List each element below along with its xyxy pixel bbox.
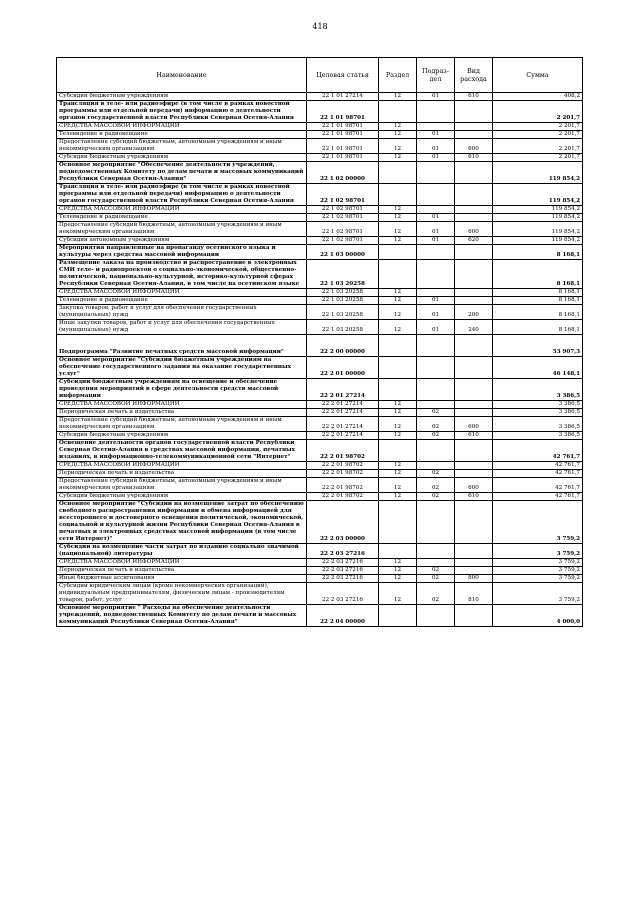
table-row: [57, 440, 583, 462]
row-subsection: [417, 289, 455, 297]
row-sum: 8 168,1: [493, 245, 583, 260]
row-sum: 2 201,7: [493, 123, 583, 131]
row-expense-type: [455, 131, 493, 139]
row-code: 22 2 01 98702: [307, 478, 379, 493]
row-name: Субсидии бюджетным учреждениям: [57, 154, 307, 162]
row-sum: 119 854,2: [493, 214, 583, 222]
row-expense-type: [455, 559, 493, 567]
table-row: [57, 245, 583, 260]
row-code: 22 1 03 20258: [307, 289, 379, 297]
row-section: [379, 440, 417, 462]
row-name: Основное мероприятие "Субсидии на возмещение затрат по обеспечению свободного распространения информации и обмена информацией для всестороннего и достоверного освещения политической, экономической, социальной и культурной жизни Республики Северная Осетия-Алания в печатных и электронных средствах массовой информации (в том числе сети Интернет)": [57, 501, 307, 544]
row-sum: 8 168,1: [493, 320, 583, 335]
row-expense-type: [455, 214, 493, 222]
row-subsection: [417, 544, 455, 559]
table-row: [57, 162, 583, 184]
row-name: СРЕДСТВА МАССОВОЙ ИНФОРМАЦИИ: [57, 462, 307, 470]
row-code: 22 1 02 98701: [307, 222, 379, 237]
table-row: [57, 289, 583, 297]
header-sum: Сумма: [493, 58, 583, 93]
row-section: [379, 245, 417, 260]
row-code: 22 1 01 98701: [307, 101, 379, 123]
row-section: 12: [379, 583, 417, 605]
row-section: [379, 379, 417, 401]
table-row: [57, 123, 583, 131]
row-subsection: 02: [417, 409, 455, 417]
row-code: 22 2 01 00000: [307, 357, 379, 379]
row-name: Закупка товаров, работ и услуг для обеспечения государственных (муниципальных) нужд: [57, 305, 307, 320]
table-row: [57, 409, 583, 417]
table-row: [57, 379, 583, 401]
header-code: Целовая статья: [307, 58, 379, 93]
row-sum: 53 907,3: [493, 335, 583, 357]
header-name: Наименование: [57, 58, 307, 93]
row-name: Основное мероприятие " Расходы на обеспечение деятельности учреждений, подведомственных Комитету по делам печати и массовых коммуникаций Республики Северная Осетия-Алания": [57, 605, 307, 627]
row-sum: 42 761,7: [493, 493, 583, 501]
row-name: Предоставление субсидий бюджетным, автономным учреждениям и иным некоммерческим организациям: [57, 478, 307, 493]
table-row: [57, 237, 583, 245]
header-expense-type: Вид расхода: [455, 58, 493, 93]
row-code: 22 2 01 98702: [307, 462, 379, 470]
row-code: 22 1 02 98701: [307, 184, 379, 206]
row-sum: 3 759,2: [493, 567, 583, 575]
row-expense-type: 610: [455, 93, 493, 101]
row-expense-type: [455, 401, 493, 409]
row-expense-type: [455, 379, 493, 401]
row-subsection: [417, 206, 455, 214]
row-section: [379, 335, 417, 357]
row-sum: 42 761,7: [493, 478, 583, 493]
row-name: Телевидение и радиовещание: [57, 131, 307, 139]
row-expense-type: [455, 123, 493, 131]
row-subsection: 01: [417, 320, 455, 335]
row-section: 12: [379, 222, 417, 237]
row-subsection: 01: [417, 131, 455, 139]
table-row: [57, 493, 583, 501]
row-sum: 2 201,7: [493, 131, 583, 139]
row-code: 22 2 00 00000: [307, 335, 379, 357]
header-subsection: Подраз-дел: [417, 58, 455, 93]
row-name: Основное мероприятие "Обеспечение деятельности учреждений, подведомственных Комитету по делам печати и массовых коммуникаций Республики Северная Осетия-Алания": [57, 162, 307, 184]
row-sum: 3 759,2: [493, 575, 583, 583]
row-subsection: [417, 462, 455, 470]
row-sum: 3 386,5: [493, 417, 583, 432]
row-code: 22 2 03 27216: [307, 575, 379, 583]
row-code: 22 2 03 27216: [307, 567, 379, 575]
row-expense-type: [455, 440, 493, 462]
row-subsection: [417, 605, 455, 627]
row-code: 22 1 02 98701: [307, 206, 379, 214]
table-row: [57, 501, 583, 544]
row-sum: 3 386,5: [493, 401, 583, 409]
row-sum: 4 000,0: [493, 605, 583, 627]
row-expense-type: 620: [455, 237, 493, 245]
row-expense-type: [455, 297, 493, 305]
row-code: 22 1 02 98701: [307, 214, 379, 222]
row-code: 22 1 01 98701: [307, 139, 379, 154]
row-code: 22 2 01 98702: [307, 493, 379, 501]
row-expense-type: 600: [455, 222, 493, 237]
table-row: [57, 357, 583, 379]
row-expense-type: 200: [455, 305, 493, 320]
row-code: 22 1 03 00000: [307, 245, 379, 260]
row-sum: 8 168,1: [493, 289, 583, 297]
row-code: 22 1 01 27214: [307, 93, 379, 101]
row-name: СРЕДСТВА МАССОВОЙ ИНФОРМАЦИИ: [57, 123, 307, 131]
row-expense-type: [455, 470, 493, 478]
row-subsection: 01: [417, 222, 455, 237]
row-sum: 3 759,2: [493, 583, 583, 605]
row-name: Субсидии бюджетным учреждениям на освещение и обеспечение проведения мероприятий в сфере деятельности средств массовой информации: [57, 379, 307, 401]
row-name: Периодическая печать и издательства: [57, 409, 307, 417]
row-expense-type: 610: [455, 154, 493, 162]
row-name: Периодическая печать и издательства: [57, 567, 307, 575]
row-subsection: [417, 559, 455, 567]
row-sum: 42 761,7: [493, 462, 583, 470]
table-row: [57, 432, 583, 440]
table-row: [57, 93, 583, 101]
row-expense-type: 240: [455, 320, 493, 335]
row-sum: 46 148,1: [493, 357, 583, 379]
row-subsection: [417, 501, 455, 544]
row-subsection: 02: [417, 478, 455, 493]
row-name: Субсидии автономным учреждениям: [57, 237, 307, 245]
row-subsection: 02: [417, 417, 455, 432]
row-subsection: [417, 440, 455, 462]
row-section: 12: [379, 139, 417, 154]
row-section: [379, 184, 417, 206]
row-subsection: [417, 357, 455, 379]
row-subsection: [417, 184, 455, 206]
row-section: [379, 101, 417, 123]
row-subsection: 02: [417, 493, 455, 501]
row-code: 22 2 01 27214: [307, 379, 379, 401]
row-expense-type: [455, 409, 493, 417]
table-row: [57, 417, 583, 432]
row-expense-type: [455, 605, 493, 627]
row-name: Освещение деятельности органов государственной власти Республики Северная Осетия-Алания в средствах массовой информации, печатных изданиях, в информационно-телекоммуникационной сети "Интернет": [57, 440, 307, 462]
row-section: 12: [379, 575, 417, 583]
table-row: [57, 305, 583, 320]
row-section: 12: [379, 214, 417, 222]
row-expense-type: [455, 462, 493, 470]
table-row: [57, 139, 583, 154]
row-section: 12: [379, 462, 417, 470]
row-section: 12: [379, 93, 417, 101]
row-expense-type: [455, 357, 493, 379]
row-expense-type: [455, 260, 493, 289]
row-sum: 119 854,2: [493, 222, 583, 237]
row-name: СРЕДСТВА МАССОВОЙ ИНФОРМАЦИИ: [57, 206, 307, 214]
table-row: [57, 131, 583, 139]
row-sum: 3 759,2: [493, 544, 583, 559]
row-name: Трансляция в теле- или радиоэфире (в том числе в рамках новостной программы или отдельной передачи) информацию о деятельности органов государственной власти Республики Северная Осетия-Алания: [57, 101, 307, 123]
row-subsection: [417, 260, 455, 289]
row-name: СРЕДСТВА МАССОВОЙ ИНФОРМАЦИИ: [57, 559, 307, 567]
row-name: Предоставление субсидий бюджетным, автономным учреждениям и иным некоммерческим организациям: [57, 222, 307, 237]
row-section: 12: [379, 131, 417, 139]
row-section: [379, 544, 417, 559]
row-expense-type: 800: [455, 575, 493, 583]
row-subsection: [417, 101, 455, 123]
row-sum: 408,2: [493, 93, 583, 101]
table-row: [57, 101, 583, 123]
row-subsection: 01: [417, 237, 455, 245]
row-code: 22 2 01 27214: [307, 409, 379, 417]
row-code: 22 1 01 98701: [307, 123, 379, 131]
row-expense-type: [455, 335, 493, 357]
row-expense-type: [455, 101, 493, 123]
row-subsection: [417, 245, 455, 260]
row-sum: 8 168,1: [493, 305, 583, 320]
row-subsection: [417, 123, 455, 131]
row-subsection: 01: [417, 305, 455, 320]
row-expense-type: [455, 245, 493, 260]
row-section: 12: [379, 297, 417, 305]
table-row: [57, 559, 583, 567]
row-code: 22 1 03 20258: [307, 320, 379, 335]
row-subsection: 02: [417, 470, 455, 478]
row-sum: 119 854,2: [493, 206, 583, 214]
row-name: Субсидии бюджетным учреждениям: [57, 93, 307, 101]
row-section: 12: [379, 470, 417, 478]
row-name: Периодическая печать и издательства: [57, 470, 307, 478]
row-section: 12: [379, 417, 417, 432]
header-section: Раздел: [379, 58, 417, 93]
row-sum: 8 168,1: [493, 260, 583, 289]
row-sum: 3 759,2: [493, 501, 583, 544]
row-subsection: 01: [417, 139, 455, 154]
row-name: Подпрограмма "Развитие печатных средств массовой информации": [57, 335, 307, 357]
row-name: Телевидение и радиовещание: [57, 297, 307, 305]
row-subsection: 01: [417, 214, 455, 222]
table-row: [57, 297, 583, 305]
row-name: СРЕДСТВА МАССОВОЙ ИНФОРМАЦИИ: [57, 289, 307, 297]
row-sum: 2 201,7: [493, 101, 583, 123]
row-code: 22 2 03 27216: [307, 559, 379, 567]
row-expense-type: 610: [455, 493, 493, 501]
row-name: Размещение заказа на производство и распространение в электронных СМИ теле- и радиопроектов о социально-экономической, общественно-политической, национально-культурной, историко-культурной сферах Республики Северная Осетия-Алания, в том числе на осетинском языке: [57, 260, 307, 289]
row-section: [379, 260, 417, 289]
row-code: 22 1 02 00000: [307, 162, 379, 184]
row-sum: 119 854,2: [493, 184, 583, 206]
row-section: 12: [379, 154, 417, 162]
table-row: [57, 320, 583, 335]
row-section: 12: [379, 478, 417, 493]
row-subsection: 01: [417, 93, 455, 101]
row-expense-type: 600: [455, 139, 493, 154]
row-subsection: 01: [417, 154, 455, 162]
row-section: 12: [379, 305, 417, 320]
row-expense-type: [455, 162, 493, 184]
row-code: 22 2 01 27214: [307, 432, 379, 440]
row-name: Предоставление субсидий бюджетным, автономным учреждениям и иным некоммерческим организациям: [57, 417, 307, 432]
row-expense-type: [455, 289, 493, 297]
row-sum: 8 168,1: [493, 297, 583, 305]
row-expense-type: [455, 184, 493, 206]
table-row: [57, 567, 583, 575]
row-code: 22 1 03 20258: [307, 297, 379, 305]
row-section: 12: [379, 237, 417, 245]
table-row: [57, 260, 583, 289]
row-code: 22 2 01 98702: [307, 470, 379, 478]
row-sum: 119 854,2: [493, 162, 583, 184]
table-row: [57, 462, 583, 470]
row-name: Предоставление субсидий бюджетным, автономным учреждениям и иным некоммерческим организациям: [57, 139, 307, 154]
row-name: Мероприятия направленные на пропаганду осетинского языка и культуры через средства массовой информации: [57, 245, 307, 260]
row-name: Трансляция в теле- или радиоэфире (в том числе в рамках новостной программы или отдельной передачи) информацию о деятельности органов государственной власти Республики Северная Осетия-Алания: [57, 184, 307, 206]
row-expense-type: 600: [455, 478, 493, 493]
table-row: [57, 544, 583, 559]
row-section: 12: [379, 123, 417, 131]
row-subsection: [417, 162, 455, 184]
row-section: [379, 501, 417, 544]
row-name: Иные закупки товаров, работ и услуг для обеспечения государственных (муниципальных) нужд: [57, 320, 307, 335]
row-expense-type: [455, 206, 493, 214]
row-code: 22 1 01 98701: [307, 154, 379, 162]
table-header-row: [57, 58, 583, 93]
row-subsection: 02: [417, 432, 455, 440]
row-name: Иные бюджетные ассигнования: [57, 575, 307, 583]
table-row: [57, 206, 583, 214]
row-sum: 119 854,2: [493, 237, 583, 245]
row-section: 12: [379, 320, 417, 335]
row-section: 12: [379, 567, 417, 575]
row-sum: 3 386,5: [493, 432, 583, 440]
row-name: Субсидии на возмещение части затрат по изданию социально значимой (национальной) литературы: [57, 544, 307, 559]
row-sum: 3 386,5: [493, 409, 583, 417]
table-row: [57, 605, 583, 627]
row-subsection: 01: [417, 297, 455, 305]
table-row: [57, 154, 583, 162]
row-name: Субсидии юридическим лицам (кроме некоммерческих организаций), индивидуальным предпринимателям, физическим лицам - производителям товаров, работ, услуг: [57, 583, 307, 605]
table-row: [57, 478, 583, 493]
row-expense-type: 600: [455, 417, 493, 432]
row-section: [379, 605, 417, 627]
row-code: 22 2 03 27216: [307, 544, 379, 559]
row-sum: 2 201,7: [493, 139, 583, 154]
row-name: Субсидии бюджетным учреждениям: [57, 493, 307, 501]
row-name: Телевидение и радиовещание: [57, 214, 307, 222]
row-sum: 42 761,7: [493, 440, 583, 462]
row-sum: 2 201,7: [493, 154, 583, 162]
row-expense-type: [455, 544, 493, 559]
row-sum: 3 759,2: [493, 559, 583, 567]
row-code: 22 2 03 00000: [307, 501, 379, 544]
row-name: Основное мероприятие "Субсидии бюджетным учреждениям на обеспечение государственного задания на оказание государственных услуг": [57, 357, 307, 379]
row-section: 12: [379, 289, 417, 297]
row-section: 12: [379, 559, 417, 567]
row-subsection: 02: [417, 575, 455, 583]
row-code: 22 2 03 27216: [307, 583, 379, 605]
page-number: 418: [312, 22, 328, 31]
row-code: 22 1 03 20258: [307, 305, 379, 320]
row-code: 22 2 01 27214: [307, 417, 379, 432]
table-row: [57, 214, 583, 222]
row-section: 12: [379, 432, 417, 440]
row-subsection: [417, 335, 455, 357]
table-row: [57, 184, 583, 206]
table-row: [57, 335, 583, 357]
row-section: 12: [379, 409, 417, 417]
row-subsection: [417, 379, 455, 401]
table-row: [57, 401, 583, 409]
row-code: 22 2 01 27214: [307, 401, 379, 409]
row-section: 12: [379, 493, 417, 501]
row-section: [379, 357, 417, 379]
row-expense-type: [455, 567, 493, 575]
row-section: 12: [379, 206, 417, 214]
table-row: [57, 575, 583, 583]
budget-table: [56, 57, 583, 627]
table-row: [57, 470, 583, 478]
table-row: [57, 222, 583, 237]
row-code: 22 1 02 98701: [307, 237, 379, 245]
row-code: 22 1 01 98701: [307, 131, 379, 139]
row-code: 22 2 01 98702: [307, 440, 379, 462]
row-sum: 3 386,5: [493, 379, 583, 401]
row-name: Субсидии бюджетным учреждениям: [57, 432, 307, 440]
row-subsection: 02: [417, 567, 455, 575]
row-sum: 42 761,7: [493, 470, 583, 478]
row-section: [379, 162, 417, 184]
row-expense-type: 810: [455, 583, 493, 605]
row-expense-type: [455, 501, 493, 544]
table-row: [57, 583, 583, 605]
row-section: 12: [379, 401, 417, 409]
row-expense-type: 610: [455, 432, 493, 440]
row-code: 22 1 03 20258: [307, 260, 379, 289]
row-name: СРЕДСТВА МАССОВОЙ ИНФОРМАЦИИ: [57, 401, 307, 409]
row-subsection: [417, 401, 455, 409]
row-code: 22 2 04 00000: [307, 605, 379, 627]
row-subsection: 02: [417, 583, 455, 605]
